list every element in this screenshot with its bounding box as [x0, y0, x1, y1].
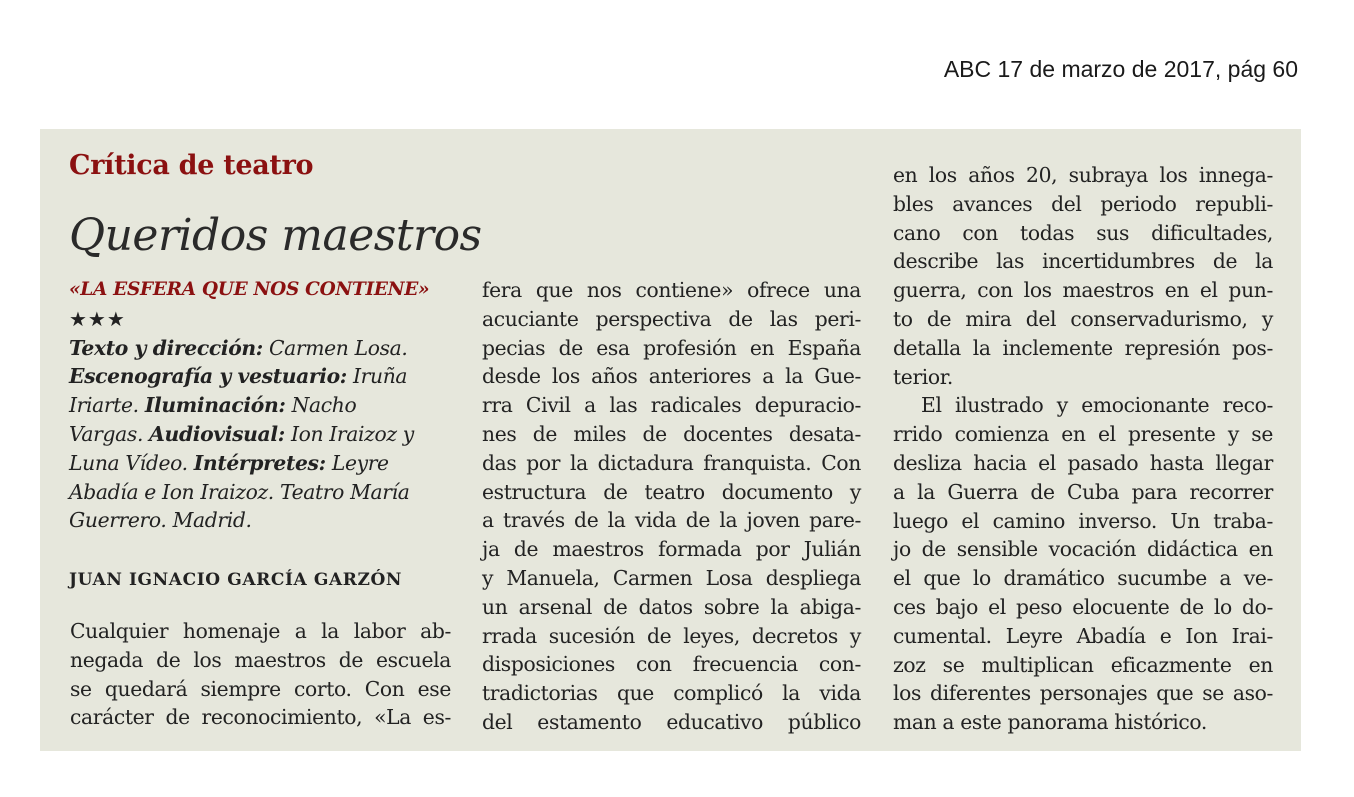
body-line: bles avances del periodo republi-	[893, 191, 1273, 216]
credit-line	[69, 449, 451, 478]
body-line: ces bajo el peso elocuente de lo do-	[893, 594, 1273, 619]
body-line: fera que nos contiene» ofrece una	[482, 278, 861, 302]
body-line: estructura de teatro documento y	[482, 479, 861, 504]
body-line: el que lo dramático sucumbe a ve-	[893, 566, 1273, 591]
section-title: Crítica de teatro	[69, 150, 314, 181]
credit-role: Intérpretes:	[193, 450, 326, 475]
body-line: los diferentes personajes que se aso-	[893, 681, 1273, 706]
body-line: del estamento educativo público	[482, 709, 861, 734]
credit-line	[69, 478, 451, 507]
credit-name: Ion Iraizoz y	[284, 421, 414, 446]
credit-role: Iluminación:	[144, 393, 286, 418]
headline: Queridos maestros	[69, 210, 482, 261]
credit-line	[69, 334, 451, 363]
body-line: jo de sensible vocación didáctica en	[893, 537, 1273, 562]
body-line: desde los años anteriores a la Gue-	[482, 364, 861, 389]
body-line: se quedará siempre corto. Con ese	[70, 676, 451, 701]
body-line: ja de maestros formada por Julián	[482, 537, 861, 562]
body-line: detalla la inclemente represión pos-	[893, 335, 1273, 360]
body-line: cumental. Leyre Abadía e Ion Irai-	[893, 623, 1273, 648]
body-line: pecias de esa profesión en España	[482, 335, 861, 360]
credit-line	[69, 420, 451, 449]
body-line: rra Civil a las radicales depuracio-	[482, 393, 861, 418]
source-line: ABC 17 de marzo de 2017, pág 60	[943, 56, 1298, 82]
body-line: terior.	[893, 364, 954, 389]
credit-role: Audiovisual:	[149, 421, 285, 446]
body-line: zoz se multiplican eficazmente en	[893, 652, 1273, 677]
credit-role: Escenografía y vestuario:	[69, 364, 347, 389]
body-line: y Manuela, Carmen Losa despliega	[482, 565, 861, 590]
credit-name: Abadía e Ion Iraizoz. Teatro María	[69, 479, 410, 504]
credit-name: Leyre	[325, 450, 389, 475]
body-line: rrido comienza en el presente y se	[893, 422, 1273, 447]
body-line: un arsenal de datos sobre la abiga-	[482, 594, 861, 619]
body-line: en los años 20, subraya los innega-	[893, 163, 1273, 187]
column-1-body	[70, 617, 451, 732]
credit-line	[69, 506, 451, 535]
rating-stars: ★★★	[69, 306, 126, 331]
body-line: cano con todas sus dificultades,	[893, 220, 1273, 245]
body-line: das por la dictadura franquista. Con	[482, 450, 861, 475]
body-line: guerra, con los maestros en el pun-	[893, 278, 1273, 303]
column-1	[69, 276, 451, 535]
credit-role: Texto y dirección:	[69, 335, 263, 360]
byline: JUAN IGNACIO GARCÍA GARZÓN	[69, 570, 403, 590]
body-line: desliza hacia el pasado hasta llegar	[893, 450, 1273, 475]
body-line: a través de la vida de la joven pare-	[482, 508, 861, 533]
body-line: to de mira del conservadurismo, y	[893, 306, 1273, 331]
credit-name: Vargas.	[69, 421, 150, 446]
body-line: describe las incertidumbres de la	[893, 249, 1273, 274]
body-line: carácter de reconocimiento, «La es-	[70, 705, 451, 730]
body-line: a la Guerra de Cuba para recorrer	[893, 479, 1273, 504]
credits	[69, 334, 451, 536]
body-line: El ilustrado y emocionante reco-	[921, 393, 1273, 418]
credit-name: Carmen Losa.	[262, 335, 408, 360]
credit-line	[69, 391, 451, 420]
column-3	[893, 161, 1273, 737]
body-line: man a este panorama histórico.	[893, 710, 1207, 735]
credit-name: Guerrero. Madrid.	[69, 508, 252, 533]
body-line: luego el camino inverso. Un traba-	[893, 508, 1273, 533]
body-line: Cualquier homenaje a la labor ab-	[70, 619, 451, 643]
credit-name: Iriarte.	[69, 393, 145, 418]
credit-name: Iruña	[346, 364, 408, 389]
body-line: tradictorias que complicó la vida	[482, 681, 861, 706]
body-line: acuciante perspectiva de las peri-	[482, 306, 861, 331]
body-line: rrada sucesión de leyes, decretos y	[482, 623, 861, 648]
credit-name: Luna Vídeo.	[69, 450, 194, 475]
credit-line	[69, 362, 451, 391]
body-line: disposiciones con frecuencia con-	[482, 652, 861, 677]
credit-name: Nacho	[285, 393, 357, 418]
play-title: «LA ESFERA QUE NOS CONTIENE»	[69, 279, 430, 300]
body-line: nes de miles de docentes desata-	[482, 421, 861, 446]
body-line: negada de los maestros de escuela	[70, 647, 451, 672]
column-2	[482, 276, 861, 737]
